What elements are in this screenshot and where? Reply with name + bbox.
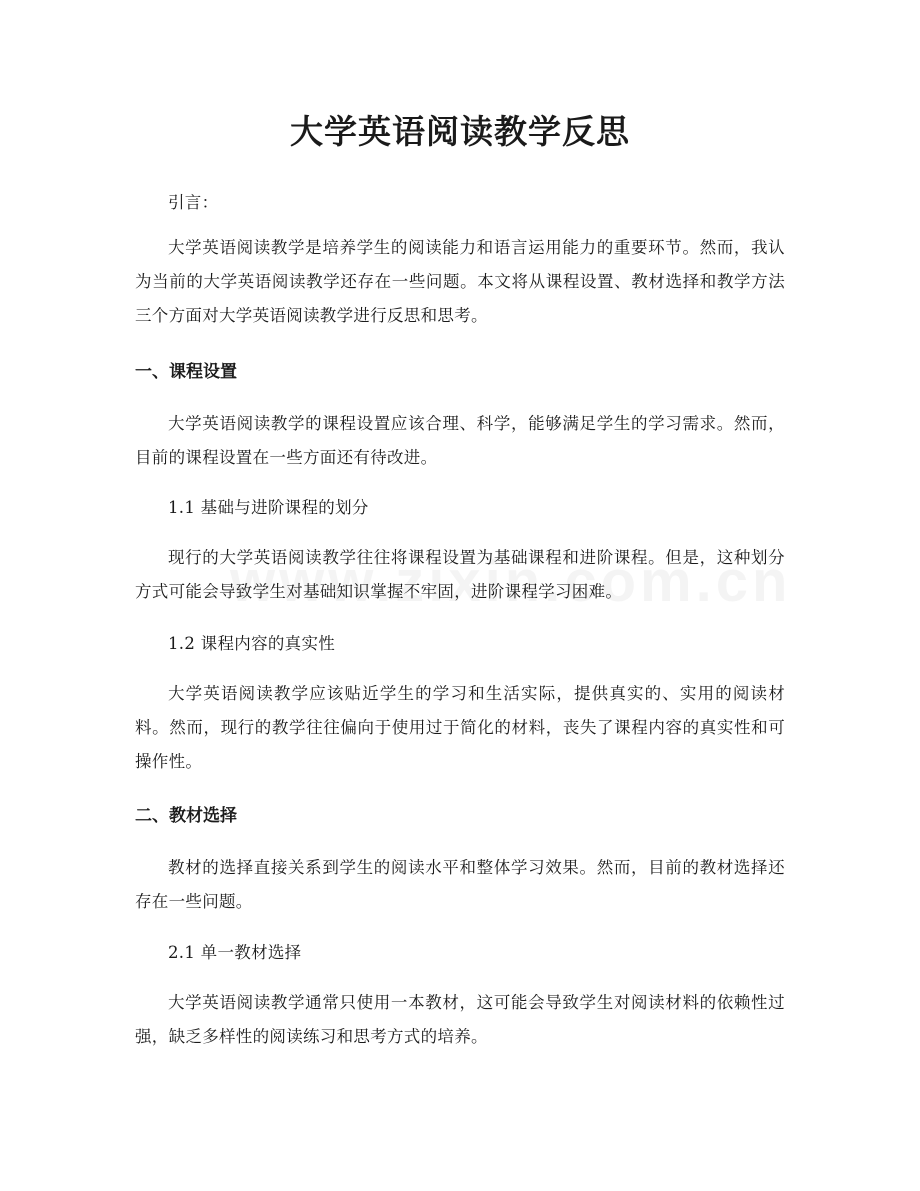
paragraph-1-1: 现行的大学英语阅读教学往往将课程设置为基础课程和进阶课程。但是，这种划分方式可能会导致学生对基础知识掌握不牢固，进阶课程学习困难。 [135, 548, 785, 601]
section-heading-course: 一、课程设置 [135, 362, 237, 382]
subheading-1-1: 1.1 基础与进阶课程的划分 [168, 498, 369, 517]
section-heading-textbook: 二、教材选择 [135, 806, 237, 826]
subheading-1-2: 1.2 课程内容的真实性 [168, 634, 336, 653]
course-paragraph: 大学英语阅读教学的课程设置应该合理、科学，能够满足学生的学习需求。然而，目前的课程设置在一些方面还有待改进。 [135, 414, 785, 467]
document-title: 大学英语阅读教学反思 [290, 112, 630, 151]
paragraph-1-2: 大学英语阅读教学应该贴近学生的学习和生活实际，提供真实的、实用的阅读材料。然而，现行的教学往往偏向于使用过于简化的材料，丧失了课程内容的真实性和可操作性。 [135, 684, 785, 771]
paragraph-2-1: 大学英语阅读教学通常只使用一本教材，这可能会导致学生对阅读材料的依赖性过强，缺乏多样性的阅读练习和思考方式的培养。 [135, 993, 785, 1046]
subheading-2-1: 2.1 单一教材选择 [168, 943, 302, 962]
intro-paragraph: 大学英语阅读教学是培养学生的阅读能力和语言运用能力的重要环节。然而，我认为当前的大学英语阅读教学还存在一些问题。本文将从课程设置、教材选择和教学方法三个方面对大学英语阅读教学进行反思和思考。 [135, 238, 785, 325]
textbook-paragraph: 教材的选择直接关系到学生的阅读水平和整体学习效果。然而，目前的教材选择还存在一些问题。 [135, 858, 785, 911]
intro-label: 引言： [168, 193, 219, 212]
